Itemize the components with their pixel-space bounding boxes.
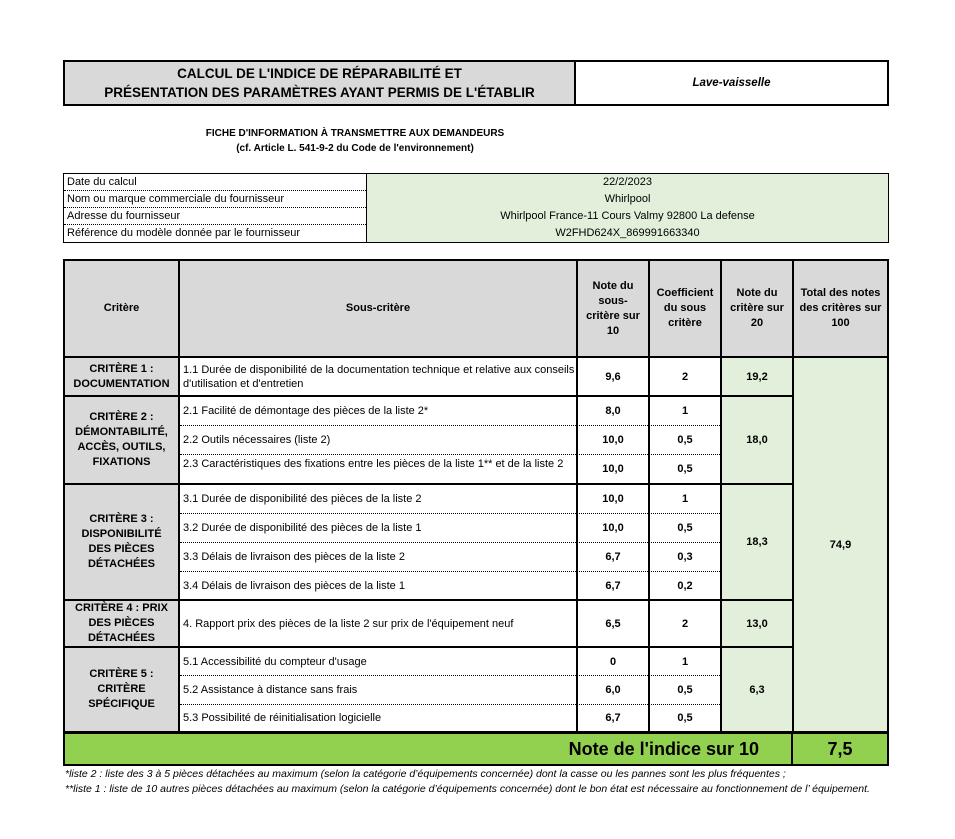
- subcriterion-note: 8,0: [605, 405, 621, 417]
- subcriterion-label: 5.3 Possibilité de réinitialisation logicielle: [183, 712, 382, 724]
- subcriterion-coef: 0,2: [677, 579, 693, 592]
- subcriterion-label: 5.1 Accessibilité du compteur d'usage: [183, 655, 367, 668]
- header-total: Total des notes des critères sur 100: [794, 261, 887, 356]
- subcriterion-label: 3.1 Durée de disponibilité des pièces de la liste 2: [183, 493, 422, 505]
- subcriterion-coef: 0,5: [677, 463, 693, 475]
- grid-line: [65, 646, 794, 648]
- subcriterion-coef: 0,5: [677, 684, 693, 696]
- title-line-1: CALCUL DE L'INDICE DE RÉPARABILITÉ ET: [177, 66, 462, 81]
- subcriterion-coef: 1: [681, 655, 689, 668]
- grid-line: [65, 483, 794, 485]
- header-critere: Critère: [65, 261, 178, 356]
- subcriterion-label: 4. Rapport prix des pièces de la liste 2 sur prix de l'équipement neuf: [183, 617, 514, 630]
- info-value: Whirlpool France-11 Cours Valmy 92800 La defense: [367, 208, 888, 225]
- header-note-sous-critere: Note du sous-critère sur 10: [578, 261, 648, 356]
- final-score-row: [63, 732, 889, 766]
- header-coefficient: Coefficient du sous critère: [650, 261, 720, 356]
- sheet-title: [160, 126, 550, 156]
- supplier-info-table: [63, 173, 889, 243]
- criterion-3-score: 18,3: [722, 485, 792, 599]
- subcriterion-coef: 2: [681, 617, 689, 630]
- subcriterion-note: 6,7: [605, 551, 621, 563]
- criterion-4-score: 13,0: [722, 601, 792, 646]
- subcriterion-label: 3.4 Délais de livraison des pièces de la liste 1: [183, 579, 405, 592]
- subcriterion-coef: 2: [681, 370, 689, 383]
- grid-line: [178, 261, 180, 731]
- info-value: W2FHD624X_869991663340: [367, 225, 888, 242]
- subcriterion-note: 6,7: [605, 579, 621, 592]
- grid-line: [576, 261, 578, 731]
- info-value: 22/2/2023: [367, 174, 888, 191]
- subcriterion-coef: 1: [681, 405, 689, 417]
- repairability-table: [63, 259, 889, 733]
- grid-line: [792, 261, 794, 731]
- row-separator: [180, 571, 720, 572]
- subcriterion-coef: 1: [681, 493, 689, 505]
- info-row-date: [64, 174, 888, 191]
- grid-line: [65, 356, 887, 358]
- final-score-value: 7,5: [827, 739, 853, 759]
- subcriterion-label: 2.2 Outils nécessaires (liste 2): [183, 434, 331, 446]
- info-row-brand: [64, 191, 888, 208]
- footnote-2: **liste 1 : liste de 10 autres pièces détachées au maximum (selon la catégorie d’équipements concernée) dont le bon état est nécessaire au fonctionnement de l’ équipement.: [65, 783, 870, 795]
- subcriterion-label: 1.1 Durée de disponibilité de la documentation technique et relative aux conseils d'utilisation et d'entretien: [183, 363, 575, 390]
- info-row-address: [64, 208, 888, 225]
- subcriterion-note: 9,6: [605, 370, 621, 383]
- title-line-2: PRÉSENTATION DES PARAMÈTRES AYANT PERMIS DE L'ÉTABLIR: [104, 85, 535, 100]
- subcriterion-note: 10,0: [602, 434, 624, 446]
- grid-line: [648, 261, 650, 731]
- row-separator: [180, 542, 720, 543]
- grid-line: [65, 395, 794, 397]
- sheet-title-line-2: (cf. Article L. 541-9-2 du Code de l'environnement): [236, 143, 474, 154]
- subcriterion-label: 2.3 Caractéristiques des fixations entre les pièces de la liste 1** et de la liste 2: [183, 458, 564, 470]
- subcriterion-coef: 0,5: [677, 434, 693, 446]
- total-score: 74,9: [794, 358, 887, 731]
- info-label: Adresse du fournisseur: [64, 208, 367, 225]
- criterion-2-score: 18,0: [722, 397, 792, 483]
- subcriterion-label: 3.2 Durée de disponibilité des pièces de la liste 1: [183, 522, 422, 534]
- info-label: Référence du modèle donnée par le fournisseur: [64, 225, 367, 242]
- document-title: [63, 60, 576, 106]
- subcriterion-note: 10,0: [602, 522, 624, 534]
- info-value: Whirlpool: [367, 191, 888, 208]
- subcriterion-label: 5.2 Assistance à distance sans frais: [183, 684, 358, 696]
- subcriterion-note: 6,5: [605, 617, 621, 630]
- sheet-title-line-1: FICHE D'INFORMATION À TRANSMETTRE AUX DEMANDEURS: [205, 128, 505, 139]
- criterion-5-score: 6,3: [722, 648, 792, 731]
- product-category: Lave-vaisselle: [575, 60, 889, 106]
- row-separator: [180, 704, 720, 705]
- header-note-critere: Note du critère sur 20: [722, 261, 792, 356]
- row-separator: [180, 675, 720, 676]
- grid-line: [720, 261, 722, 731]
- criterion-2: CRITÈRE 2 : DÉMONTABILITÉ, ACCÈS, OUTILS, FIXATIONS: [65, 397, 178, 483]
- info-label: Date du calcul: [64, 174, 367, 191]
- subcriterion-label: 3.3 Délais de livraison des pièces de la liste 2: [183, 551, 405, 563]
- row-separator: [180, 425, 720, 426]
- subcriterion-note: 10,0: [602, 493, 624, 505]
- subcriterion-note: 6,7: [605, 712, 621, 724]
- criterion-5: CRITÈRE 5 : CRITÈRE SPÉCIFIQUE: [65, 648, 178, 731]
- footnote-1: *liste 2 : liste des 3 à 5 pièces détachées au maximum (selon la catégorie d’équipements concernée) dont la casse ou les pannes sont les plus fréquentes ;: [65, 768, 786, 780]
- grid-line: [65, 599, 794, 601]
- footnotes: [65, 767, 895, 797]
- subcriterion-note: 6,0: [605, 684, 621, 696]
- criterion-1: CRITÈRE 1 : DOCUMENTATION: [65, 358, 178, 395]
- header-sous-critere: Sous-critère: [180, 261, 576, 356]
- subcriterion-note: 0: [609, 655, 617, 668]
- final-score-label: Note de l'indice sur 10: [568, 739, 759, 759]
- subcriterion-coef: 0,5: [677, 712, 693, 724]
- row-separator: [180, 513, 720, 514]
- subcriterion-label: 2.1 Facilité de démontage des pièces de la liste 2*: [183, 405, 429, 417]
- info-row-reference: [64, 225, 888, 242]
- subcriterion-note: 10,0: [602, 463, 624, 475]
- info-label: Nom ou marque commerciale du fournisseur: [64, 191, 367, 208]
- subcriterion-coef: 0,5: [677, 522, 693, 534]
- criterion-1-score: 19,2: [722, 358, 792, 395]
- criterion-4: CRITÈRE 4 : PRIX DES PIÈCES DÉTACHÉES: [65, 601, 178, 646]
- row-separator: [180, 454, 720, 455]
- subcriterion-coef: 0,3: [677, 551, 693, 563]
- criterion-3: CRITÈRE 3 : DISPONIBILITÉ DES PIÈCES DÉTACHÉES: [65, 485, 178, 599]
